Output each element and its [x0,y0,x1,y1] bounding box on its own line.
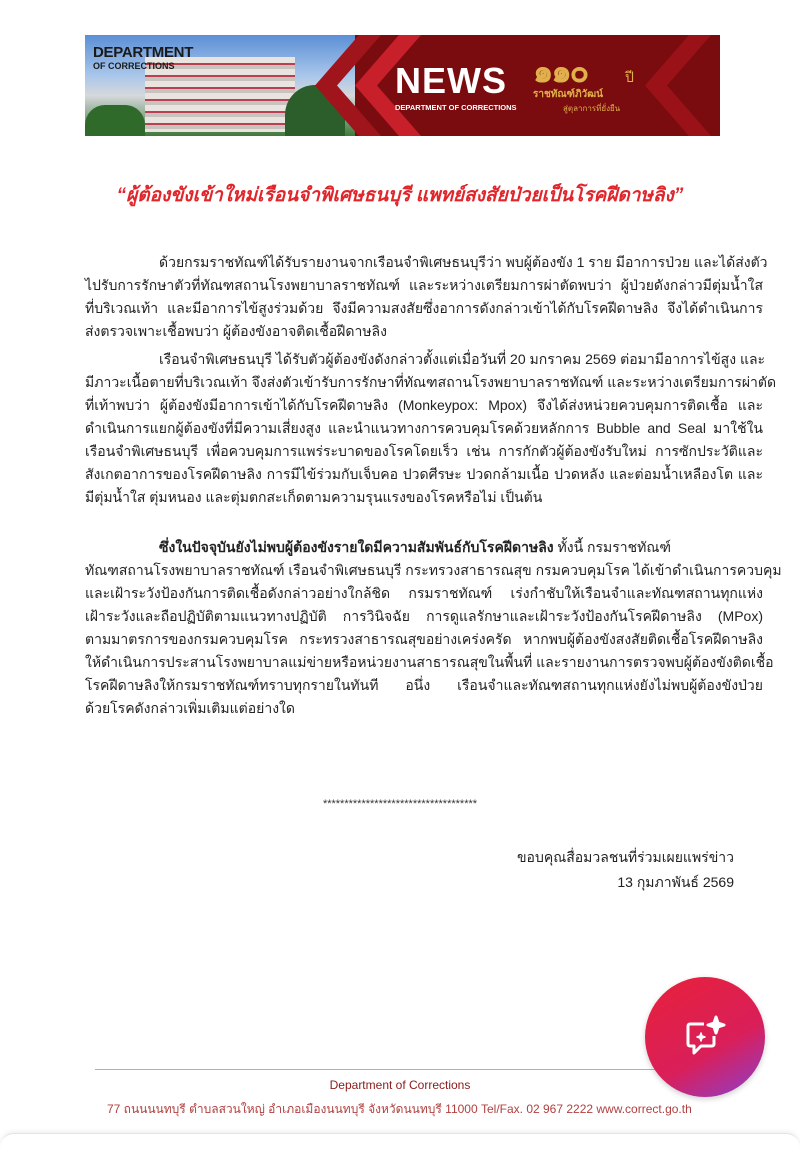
anniversary-number: ๑๑๐ [533,53,588,89]
text-line: มีตุ่มน้ำใส ตุ่มหนอง และตุ่มตกสะเก็ดตามความรุนแรงของโรคหรือไม่ เป็นต้น [85,489,543,505]
separator: ************************************ [322,798,478,810]
news-heading: NEWS [395,60,507,101]
thanks-text: ขอบคุณสื่อมวลชนที่ร่วมเผยแพร่ข่าว [516,849,734,865]
ai-chat-button[interactable] [645,977,765,1097]
anniversary-line2: สู่ตุลาการที่ยั่งยืน [563,104,621,113]
text-line: ดำเนินการแยกผู้ต้องขังที่มีความเสี่ยงสูง และนำแนวทางการควบคุมโรคด้วยหลักการ Bubble and Seal มาใช้ใน [85,420,763,436]
footer-address: 77 ถนนนนทบุรี ตำบลสวนใหญ่ อำเภอเมืองนนทบุรี จังหวัดนนทบุรี 11000 Tel/Fax. 02 967 2222 www.correct.go.th [107,1102,692,1116]
text-line: ไปรับการรักษาตัวที่ทัณฑสถานโรงพยาบาลราชทัณฑ์ และระหว่างเตรียมการผ่าตัดพบว่า ผู้ป่วยดังกล่าวมีตุ่มน้ำใส [85,277,763,293]
text-line: ด้วยโรคดังกล่าวเพิ่มเติมแต่อย่างใด [85,700,295,716]
news-title: “ผู้ต้องขังเข้าใหม่เรือนจำพิเศษธนบุรี แพทย์สงสัยป่วยเป็นโรคฝีดาษลิง” [116,185,684,206]
text-line: สังเกตอาการของโรคฝีดาษลิง การมีไข้ร่วมกับเจ็บคอ ปวดศีรษะ ปวดกล้ามเนื้อ ปวดหลัง และต่อมน้ำเหลืองโต และ [85,466,763,482]
bottom-sheet[interactable] [0,1133,800,1164]
text-line: ตามมาตรการของกรมควบคุมโรค กระทรวงสาธารณสุขอย่างเคร่งครัด หากพบผู้ต้องขังสงสัยติดเชื้อโรคฝีดาษลิง [85,631,763,647]
text-line: ให้ดำเนินการประสานโรงพยาบาลแม่ข่ายหรือหน่วยงานสาธารณสุขในพื้นที่ และรายงานการตรวจพบผู้ต้องขังติดเชื้อ [85,654,774,670]
text-line: โรคฝีดาษลิงให้กรมราชทัณฑ์ทราบทุกรายในทันที อนึ่ง เรือนจำและทัณฑสถานทุกแห่งยังไม่พบผู้ต้องขังป่วย [85,677,763,693]
dept-line2: OF CORRECTIONS [93,61,175,71]
anniversary-unit: ปี [625,69,634,85]
date-text: 13 กุมภาพันธ์ 2569 [617,874,734,890]
dept-line1: DEPARTMENT [93,44,194,61]
footer-org: Department of Corrections [329,1078,471,1092]
text-line: เรือนจำพิเศษธนบุรี เพื่อควบคุมการแพร่ระบาดของโรคโดยเร็ว เช่น การกักตัวผู้ต้องขังรับใหม่ การซักประวัติและ [85,443,763,459]
text-line: ส่งตรวจเพาะเชื้อพบว่า ผู้ต้องขังอาจติดเชื้อฝีดาษลิง [85,323,387,339]
paragraph-2 [85,348,777,509]
closing [517,845,734,895]
text-line: ทัณฑสถานโรงพยาบาลราชทัณฑ์ เรือนจำพิเศษธนบุรี กระทรวงสาธารณสุข กรมควบคุมโรค ได้เข้าดำเนินการควบคุม [85,562,782,578]
text-line: ที่บริเวณเท้า และมีอาการไข้สูงร่วมด้วย จึงมีความสงสัยซึ่งอาการดังกล่าวเข้าได้กับโรคฝีดาษลิง จึงได้ดำเนินการ [85,300,763,316]
paragraph-3 [85,536,782,720]
footer-divider [95,1069,715,1070]
department-logo-text [93,45,193,71]
text-line: เฝ้าระวังและถือปฏิบัติตามแนวทางปฏิบัติ การวินิจฉัย การดูแลรักษาและเฝ้าระวังป้องกันโรคฝีดาษลิง (MPox) [85,608,763,624]
emphasis-text: ซึ่งในปัจจุบันยังไม่พบผู้ต้องขังรายใดมีความสัมพันธ์กับโรคฝีดาษลิง [159,539,554,555]
news-subheading: DEPARTMENT OF CORRECTIONS [395,103,517,112]
paragraph-1 [85,251,768,343]
anniversary-line1: ราชทัณฑ์ภิวัฒน์ [533,89,604,100]
text-line: เรือนจำพิเศษธนบุรี ได้รับตัวผู้ต้องขังดังกล่าวตั้งแต่เมื่อวันที่ 20 มกราคม 2569 ต่อมามีอาการไข้สูง และ [159,351,766,367]
ai-chat-sparkle-icon [680,1012,730,1062]
text-line: ด้วยกรมราชทัณฑ์ได้รับรายงานจากเรือนจำพิเศษธนบุรีว่า พบผู้ต้องขัง 1 ราย มีอาการป่วย และได้ส่งตัว [159,254,768,270]
text-span: ทั้งนี้ กรมราชทัณฑ์ [553,539,671,555]
text-line [85,536,763,559]
text-line: และเฝ้าระวังป้องกันการติดเชื้อดังกล่าวอย่างใกล้ชิด กรมราชทัณฑ์ เร่งกำชับให้เรือนจำและทัณฑสถานทุกแห่ง [85,585,763,601]
text-line: ที่เท้าพบว่า ผู้ต้องขังมีอาการเข้าได้กับโรคฝีดาษลิง (Monkeypox: Mpox) จึงได้ส่งหน่วยควบคุมการติดเชื้อ และ [85,397,763,413]
anniversary-logo [533,55,643,125]
news-banner [85,35,720,136]
text-line: มีภาวะเนื้อตายที่บริเวณเท้า จึงส่งตัวเข้ารับการรักษาที่ทัณฑสถานโรงพยาบาลราชทัณฑ์ และระหว่างเตรียมการผ่าตัด [85,374,777,390]
